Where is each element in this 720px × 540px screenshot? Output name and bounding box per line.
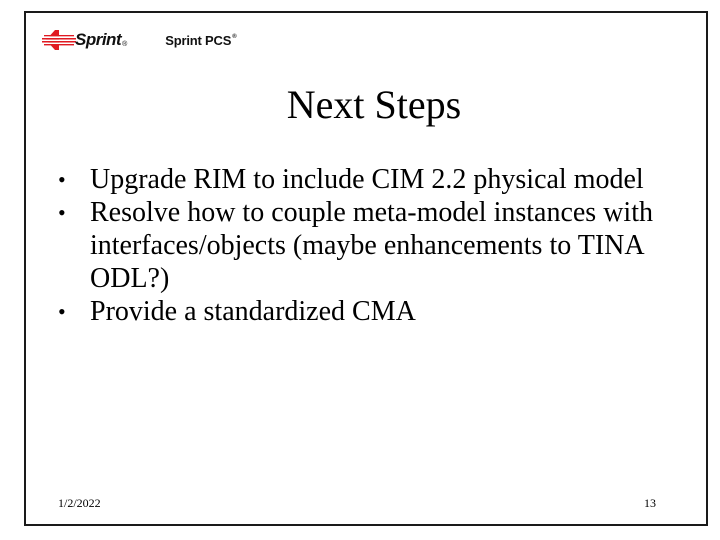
logo-bar [42,27,236,53]
sprint-registered-mark: ® [122,41,128,48]
bullet-text: Upgrade RIM to include CIM 2.2 physical model [90,164,644,195]
sprint-pcs-logo [165,33,236,48]
bullet-item [56,196,656,295]
bullet-item [56,163,656,196]
bullet-text: Provide a standardized CMA [90,296,416,327]
page-number: 13 [644,496,656,510]
bullet-icon: • [58,299,66,324]
bullet-icon: • [58,167,66,192]
sprint-logo [42,29,127,51]
sprint-pcs-registered-mark: ® [232,33,237,40]
slide-title: Next Steps [286,82,462,127]
slide-frame [24,11,708,526]
sprint-pcs-wordmark: Sprint PCS [165,32,232,48]
bullet-item [56,295,656,328]
sprint-diamond-icon [42,29,76,51]
bullet-icon: • [58,200,66,225]
bullet-list [56,163,656,328]
bullet-text: Resolve how to couple meta-model instances with interfaces/objects (maybe enhancements to TINA ODL?) [90,197,653,294]
sprint-wordmark: Sprint [75,30,122,49]
footer-date: 1/2/2022 [58,496,101,510]
